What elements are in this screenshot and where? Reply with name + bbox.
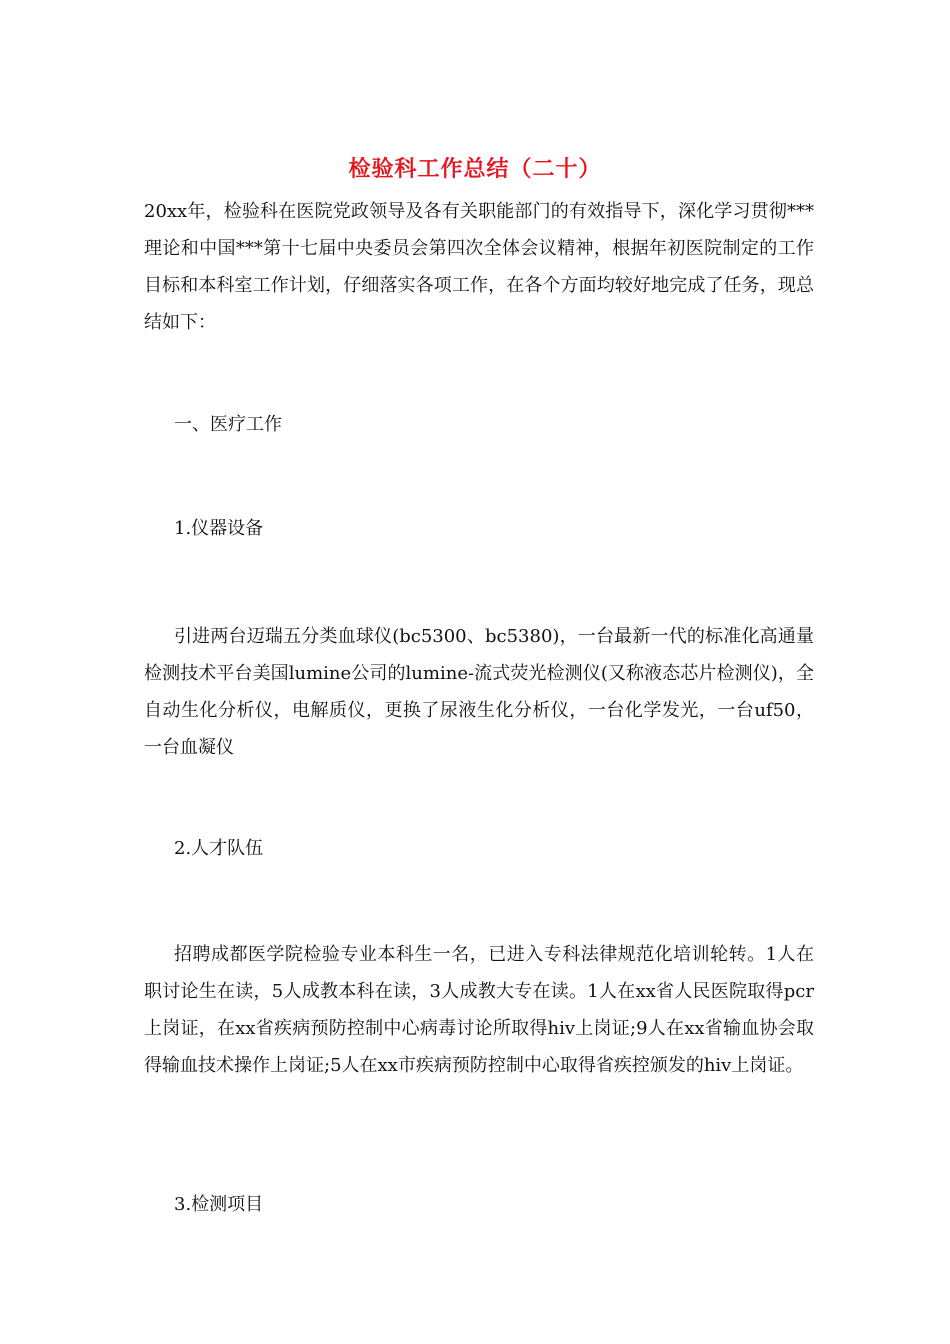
section-heading-medical-work: 一、医疗工作 <box>174 414 282 435</box>
document-title: 检验科工作总结（二十） <box>348 156 602 182</box>
talent-paragraph: 招聘成都医学院检验专业本科生一名，已进入专科法律规范化培训轮转。1人在职讨论生在读，5人成教本科在读，3人成教大专在读。1人在xx省人民医院取得pcr上岗证，在xx省疾病预防控制中心病毒讨论所取得hiv上岗证;9人在xx省输血协会取得输血技术操作上岗证;5人在xx市疾病预防控制中心取得省疾控颁发的hiv上岗证。 <box>144 944 814 1076</box>
subsection-heading-talent: 2.人才队伍 <box>174 838 264 859</box>
intro-paragraph: 20xx年，检验科在医院党政领导及各有关职能部门的有效指导下，深化学习贯彻***理论和中国***第十七届中央委员会第四次全体会议精神，根据年初医院制定的工作目标和本科室工作计划，仔细落实各项工作，在各个方面均较好地完成了任务，现总结如下： <box>144 201 814 333</box>
subsection-heading-equipment: 1.仪器设备 <box>174 518 264 539</box>
subsection-heading-test-items: 3.检测项目 <box>174 1194 264 1215</box>
equipment-paragraph: 引进两台迈瑞五分类血球仪(bc5300、bc5380)，一台最新一代的标准化高通量检测技术平台美国lumine公司的lumine-流式荧光检测仪(又称液态芯片检测仪)，全自动生化分析仪，电解质仪，更换了尿液生化分析仪，一台化学发光，一台uf50，一台血凝仪 <box>144 626 814 758</box>
